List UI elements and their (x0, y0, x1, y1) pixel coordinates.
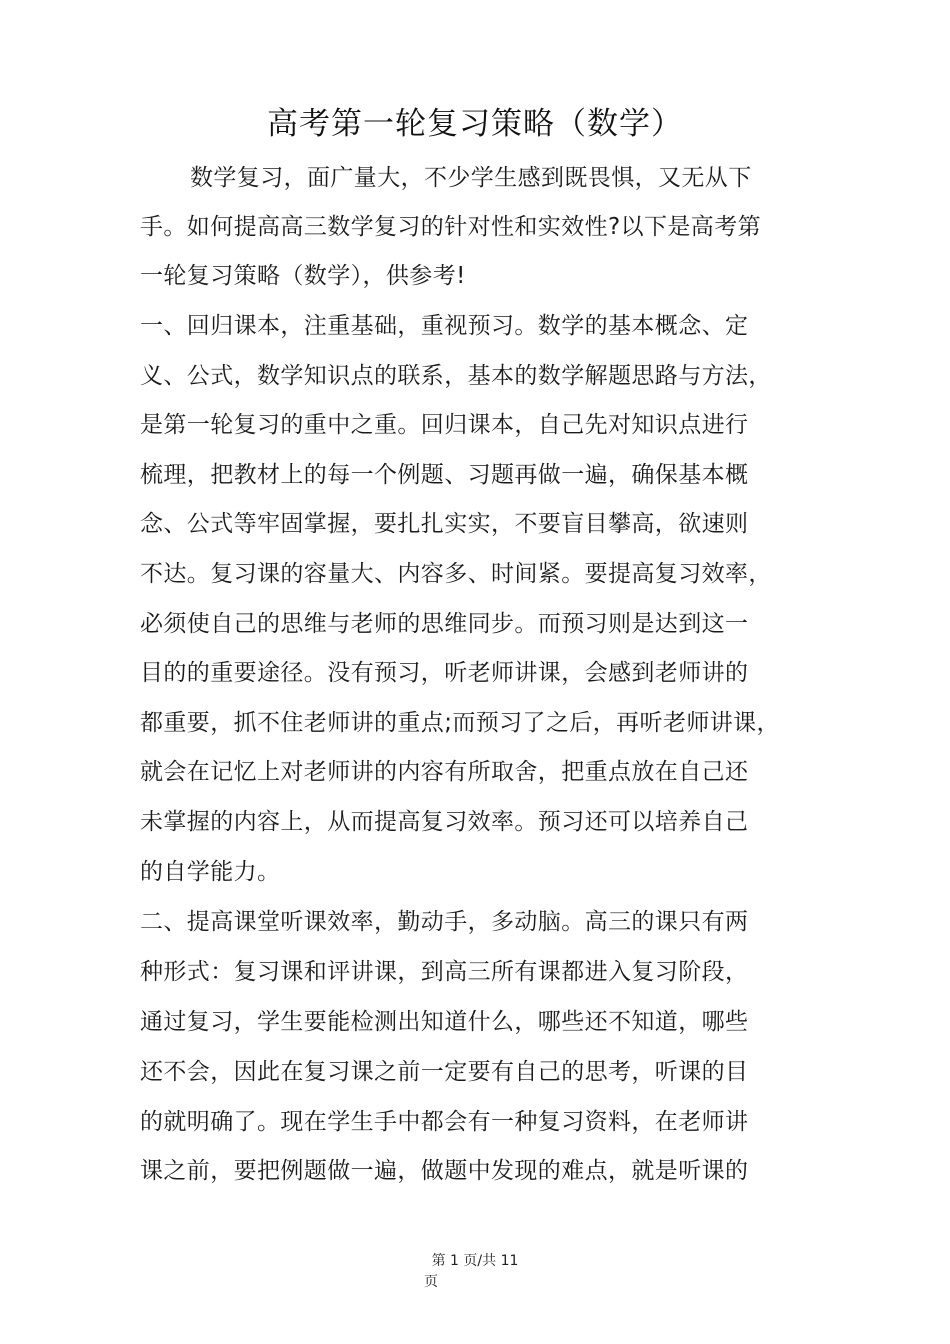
body-line: 都重要，抓不住老师讲的重点;而预习了之后，再听老师讲课， (140, 710, 780, 736)
body-line: 手。如何提高高三数学复习的针对性和实效性?以下是高考第 (140, 214, 762, 240)
body-line: 就会在记忆上对老师讲的内容有所取舍，把重点放在自己还 (140, 759, 749, 785)
body-line: 一、回归课本，注重基础，重视预习。数学的基本概念、定 (140, 313, 749, 339)
body-line: 念、公式等牢固掌握，要扎扎实实，不要盲目攀高，欲速则 (140, 511, 749, 537)
body-line: 一轮复习策略（数学），供参考! (140, 263, 466, 289)
body-line: 是第一轮复习的重中之重。回归课本，自己先对知识点进行 (140, 412, 749, 438)
body-line: 的就明确了。现在学生手中都会有一种复习资料，在老师讲 (140, 1109, 749, 1135)
body-line: 课之前，要把例题做一遍，做题中发现的难点，就是听课的 (140, 1158, 749, 1184)
body-line: 的自学能力。 (140, 859, 281, 885)
body-line: 数学复习，面广量大，不少学生感到既畏惧，又无从下 (190, 165, 752, 191)
body-line: 目的的重要途径。没有预习，听老师讲课，会感到老师讲的 (140, 660, 749, 686)
body-line: 种形式：复习课和评讲课，到高三所有课都进入复习阶段， (140, 959, 749, 985)
page-number-continued: 页 (424, 1274, 438, 1290)
body-line: 梳理，把教材上的每一个例题、习题再做一遍，确保基本概 (140, 462, 749, 488)
document-title: 高考第一轮复习策略（数学） (267, 106, 683, 142)
body-line: 必须使自己的思维与老师的思维同步。而预习则是达到这一 (140, 611, 749, 637)
body-line: 不达。复习课的容量大、内容多、时间紧。要提高复习效率， (140, 561, 772, 587)
page-number: 第 1 页/共 11 (431, 1253, 519, 1269)
body-line: 通过复习，学生要能检测出知道什么，哪些还不知道，哪些 (140, 1009, 749, 1035)
body-line: 还不会，因此在复习课之前一定要有自己的思考，听课的目 (140, 1059, 749, 1085)
body-line: 未掌握的内容上，从而提高复习效率。预习还可以培养自己 (140, 809, 749, 835)
body-line: 二、提高课堂听课效率，勤动手，多动脑。高三的课只有两 (140, 909, 749, 935)
body-line: 义、公式，数学知识点的联系，基本的数学解题思路与方法， (140, 363, 772, 389)
